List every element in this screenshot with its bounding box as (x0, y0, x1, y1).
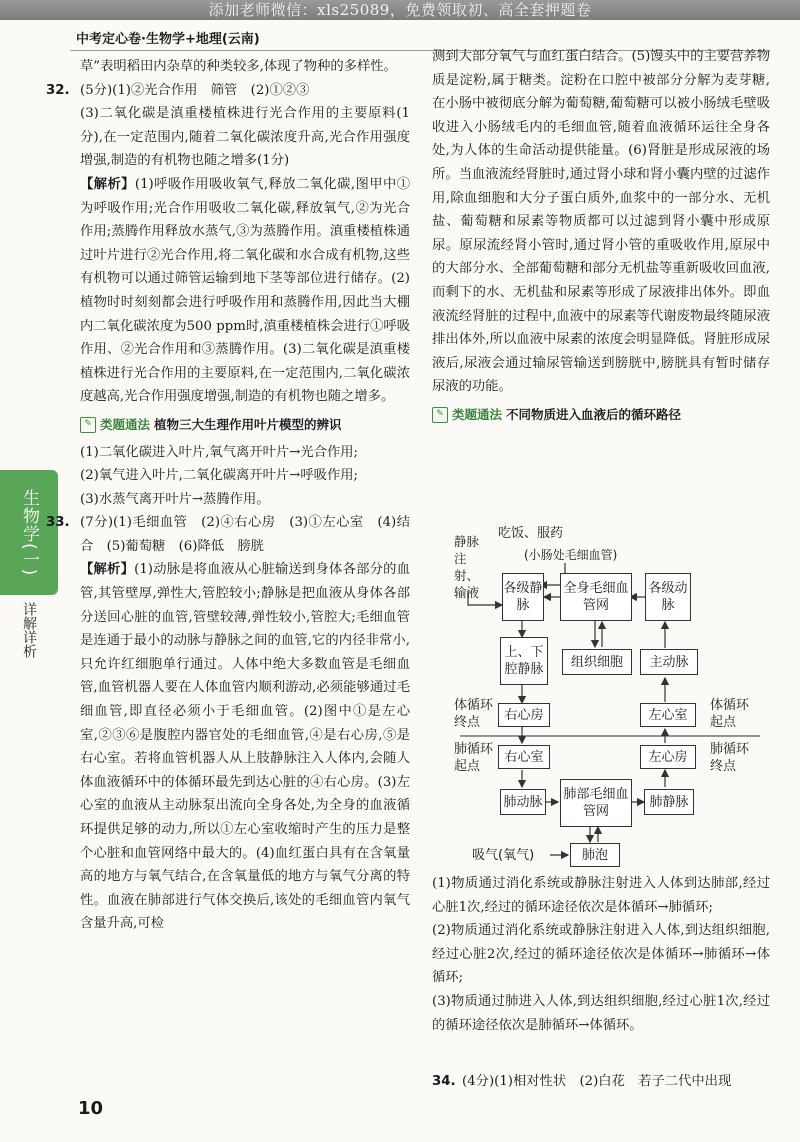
subject-tab: 生物学(一) (0, 470, 58, 595)
q32-number: 32. (46, 82, 70, 98)
inhale-label: 吸气(氧气) (472, 848, 535, 863)
box-vena-cava: 上、下腔静脉 (500, 637, 548, 685)
q32-answer: 32. (5分)(1)②光合作用 筛管 (2)①②③ (80, 79, 410, 103)
note-item: (1)物质通过消化系统或静脉注射进入人体到达肺部,经过心脏1次,经过的循环途径依次是体循环→肺循环; (432, 876, 770, 915)
box-aorta: 主动脉 (640, 649, 698, 675)
box-alveoli: 肺泡 (570, 843, 620, 867)
box-right-ventricle: 右心室 (498, 745, 550, 769)
tip-item: (2)氧气进入叶片,二氧化碳离开叶片→呼吸作用; (80, 468, 359, 484)
q33-analysis-continued: 测到大部分氧气与血红蛋白结合。(5)馒头中的主要营养物质是淀粉,属于糖类。淀粉在口腔中被部分分解为麦芽糖,在小肠中被彻底分解为葡萄糖,葡萄糖可以被小肠绒毛壁吸收进入小肠绒毛内的毛细血管,随着血液循环运往全身各处,为人体的生命活动提供能量。(6)肾脏是形成尿液的场所。当血液流经肾脏时,通过肾小球和肾小囊内壁的过滤作用,除血细胞和大分子蛋白质外,血浆中的一部分水、无机盐、葡萄糖和尿素等物质都可以过滤到肾小囊中形成原尿。原尿流经肾小管时,通过肾小管的重吸收作用,原尿中的大部分水、全部葡萄糖和部分无机盐等重新吸收回血液,而剩下的水、无机盐和尿素等形成了尿液排出体外。即血液流经肾脏的过程中,血液中的尿素等代谢废物最终随尿液排出体外,所以血液中尿素的浓度会明显降低。肾脏形成尿液后,尿液会通过输尿管输送到膀胱中,膀胱具有暂时储存尿液的功能。 (432, 49, 770, 395)
q32-analysis: 【解析】(1)呼吸作用吸收氧气,释放二氧化碳,图甲中①为呼吸作用;光合作用吸收二氧化碳,释放氧气,②为光合作用;蒸腾作用释放水蒸气,③为蒸腾作用。滇重楼植株通过叶片进行②光合作用,将二氧化碳和水合成有机物,这些有机物可以通过筛管运输到地下茎等部位进行储存。(2)植物时时刻刻都会进行呼吸作用和蒸腾作用,因此当大棚内二氧化碳浓度为500 ppm时,滇重楼植株会进行①呼吸作用、②光合作用和③蒸腾作用。(3)二氧化碳是滇重楼植株进行光合作用的主要原料,在一定范围内,二氧化碳浓度越高,光合作用强度增强,制造的有机物也随之增多。 (80, 176, 410, 405)
q32-tip-heading: ✎ 类题通法 植物三大生理作用叶片模型的辨识 (80, 413, 410, 437)
q33-tip-heading: ✎ 类题通法 不同物质进入血液后的循环路径 (432, 403, 770, 427)
q34-answer: 34. (4分)(1)相对性状 (2)白花 若子二代中出现 (432, 1070, 770, 1094)
box-lung-capillaries: 肺部毛细血管网 (560, 779, 632, 827)
right-column (432, 45, 770, 431)
page-number: 10 (78, 1098, 104, 1119)
systemic-end-label: 体循环终点 (454, 698, 494, 730)
q34-number: 34. (432, 1074, 456, 1089)
tip-item: (3)水蒸气离开叶片→蒸腾作用。 (80, 491, 270, 507)
page-header: 中考定心卷·生物学+地理(云南) (76, 32, 260, 47)
box-right-atrium: 右心房 (498, 703, 550, 727)
pulmonary-start-label: 肺循环起点 (454, 742, 494, 774)
circulation-diagram (440, 525, 770, 870)
promo-banner: 添加老师微信：xls25089，免费领取初、高全套押题卷 (0, 0, 800, 20)
small-intestine-label: (小肠处毛细血管) (524, 548, 618, 562)
tip-item: (1)二氧化碳进入叶片,氧气离开叶片→光合作用; (80, 444, 359, 460)
left-column (46, 55, 411, 936)
q33-answer: 33. (7分)(1)毛细血管 (2)④右心房 (3)①左心室 (4)结合 (5)葡萄糖 (6)降低 膀胱 (80, 511, 410, 558)
intro-text: 草”表明稻田内杂草的种类较多,体现了物种的多样性。 (80, 59, 397, 74)
box-left-atrium: 左心房 (640, 745, 696, 769)
box-pulmonary-artery: 肺动脉 (500, 789, 546, 815)
box-arteries: 各级动脉 (645, 573, 691, 621)
box-pulmonary-vein: 肺静脉 (644, 789, 694, 815)
box-left-ventricle: 左心室 (640, 703, 696, 727)
box-veins: 各级静脉 (502, 573, 544, 621)
pencil-note-icon: ✎ (432, 407, 448, 423)
q32-answer-3: (3)二氧化碳是滇重楼植株进行光合作用的主要原料(1分),在一定范围内,随着二氧化碳浓度升高,光合作用强度增强,制造的有机物也随之增多(1分) (80, 106, 410, 169)
q33-analysis: 【解析】(1)动脉是将血液从心脏输送到身体各部分的血管,其管壁厚,弹性大,管腔较小;静脉是把血液从身体各部分送回心脏的血管,管壁较薄,弹性较小,管腔大;毛细血管是连通于最小的动脉与静脉之间的血管,它的内径非常小,只允许红细胞单行通过。人体中绝大多数血管是毛细血管,血管机器人要在人体血管内顺利游动,必须能够通过毛细血管,即直径必须小于毛细血管。(2)图中①是左心室,②③⑥是腹腔内器官处的毛细血管,④是右心房,⑤是右心室。若将血管机器人从上肢静脉注入人体内,会随人体血液循环中的体循环最先到达心脏的④右心房。(3)左心室的血液从主动脉泵出流向全身各处,为全身的血液循环提供足够的动力,所以①左心室收缩时产生的压力是整个心脏和血管网络中最大的。(4)血红蛋白具有在含氧量高的地方与氧气结合,在含氧量低的地方与氧气分离的特性。血液在肺部进行气体交换后,该处的毛细血管内氧气含量升高,可检 (80, 562, 411, 932)
pencil-note-icon: ✎ (80, 417, 96, 433)
section-tab: 详解详析 (21, 602, 37, 658)
systemic-start-label: 体循环起点 (710, 698, 750, 730)
iv-label: 静脉注射、输液 (454, 534, 480, 600)
box-tissue-cells: 组织细胞 (562, 649, 632, 675)
note-item: (2)物质通过消化系统或静脉注射进入人体,到达组织细胞,经过心脏2次,经过的循环途径依次是体循环→肺循环→体循环; (432, 923, 770, 986)
box-body-capillaries: 全身毛细血管网 (560, 573, 632, 621)
pulmonary-end-label: 肺循环终点 (710, 742, 750, 774)
q33-number: 33. (46, 515, 70, 531)
circulation-notes (432, 872, 770, 1037)
note-item: (3)物质通过肺进入人体,到达组织细胞,经过心脏1次,经过的循环途径依次是肺循环→体循环。 (432, 993, 770, 1033)
meal-label: 吃饭、服药 (498, 526, 564, 541)
